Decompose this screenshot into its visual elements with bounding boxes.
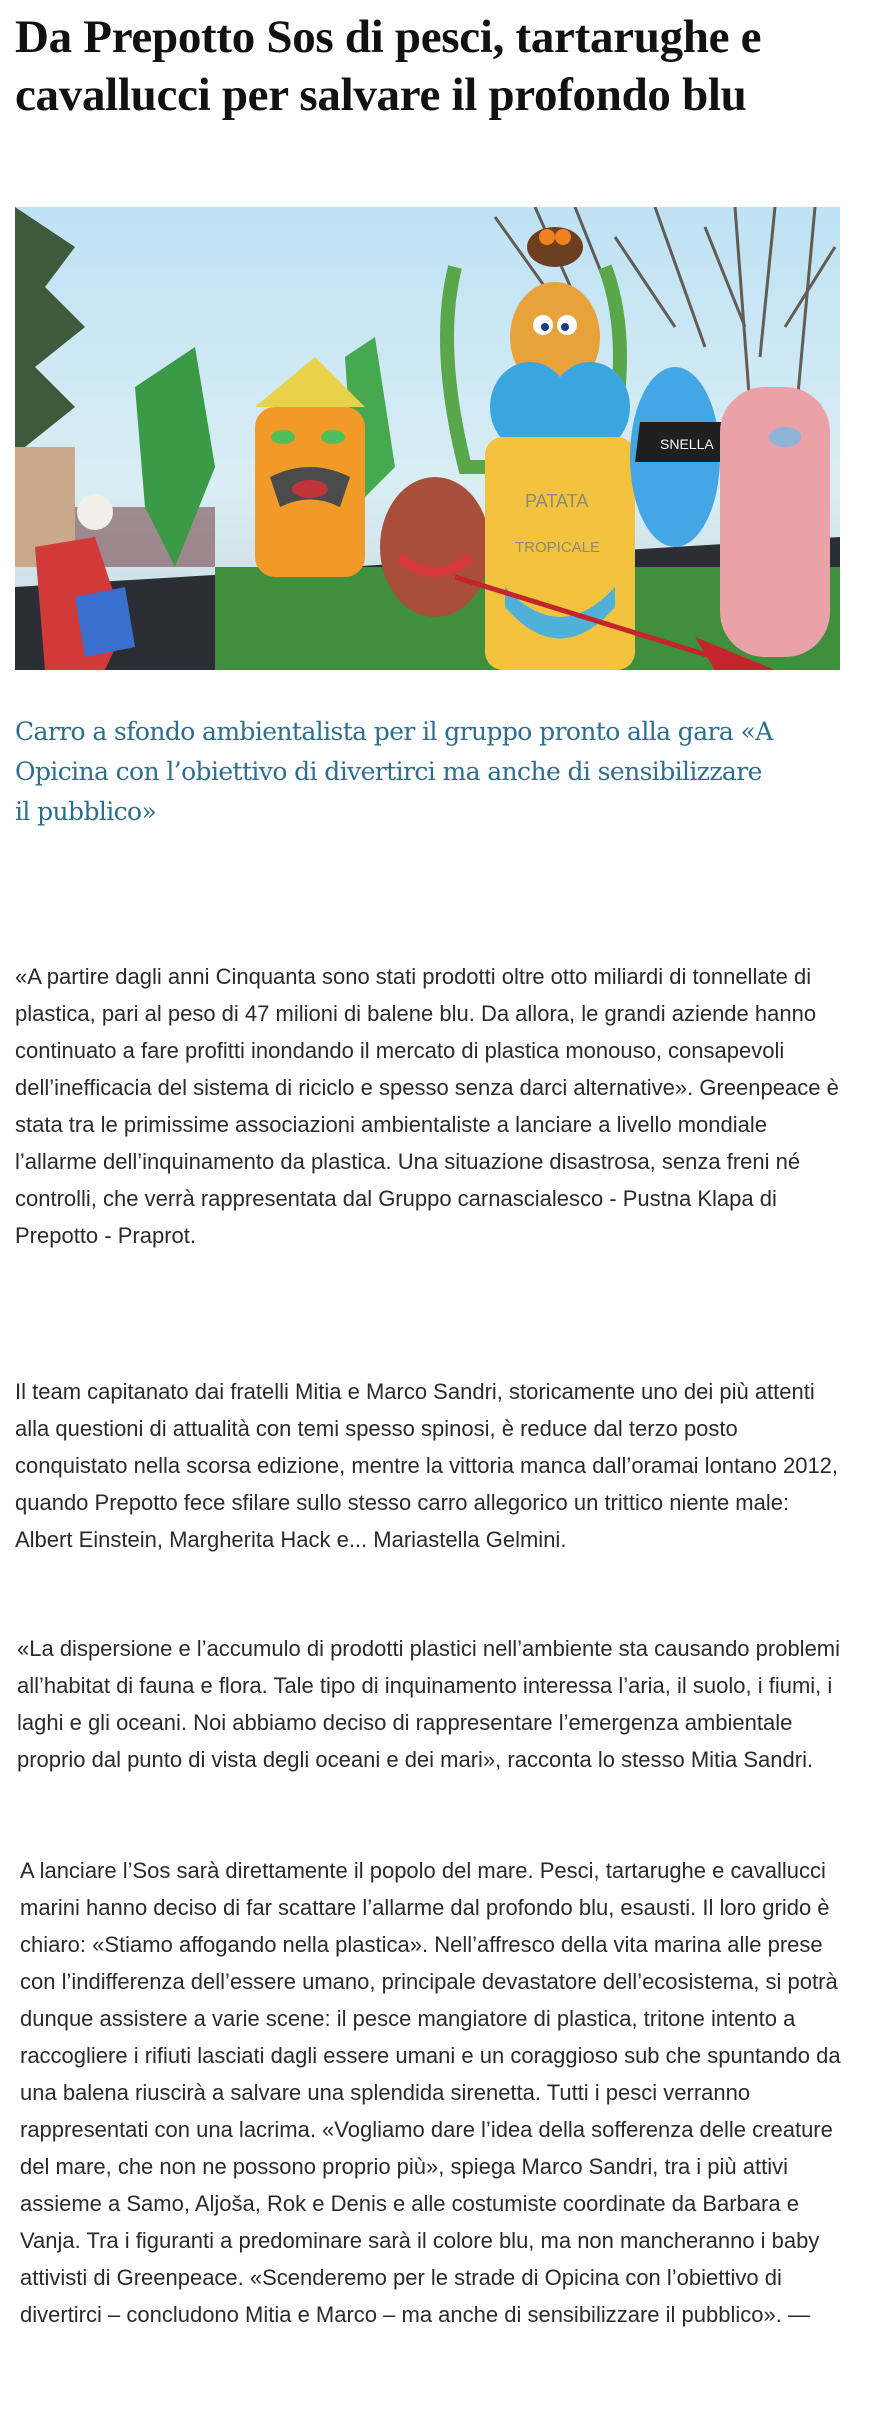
article-subtitle: Carro a sfondo ambientalista per il gruppo pronto alla gara «A Opicina con l’obiettivo di divertirci ma anche di sensibilizzare il pubblico» [15, 717, 773, 826]
svg-text:PATATA: PATATA [525, 491, 589, 511]
svg-text:SNELLA: SNELLA [660, 436, 714, 452]
hero-image [15, 207, 840, 670]
paragraph-3: «La dispersione e l’accumulo di prodotti plastici nell’ambiente sta causando problemi all’habitat di fauna e flora. Tale tipo di inquinamento interessa l’aria, il suolo, i fiumi, i laghi e gli oceani. Noi abbiamo deciso di rappresentare l’emergenza ambientale proprio dal punto di vista degli oceani e dei mari», racconta lo stesso Mitia Sandri. [17, 1636, 841, 1772]
paragraph-4: A lanciare l’Sos sarà direttamente il popolo del mare. Pesci, tartarughe e cavallucci marini hanno deciso di far scattare l’allarme dal profondo blu, esausti. Il loro grido è chiaro: «Stiamo affogando nella plastica». Nell’affresco della vita marina alle prese con l’indifferenza dell’essere umano, principale devastatore dell’ecosistema, si potrà dunque assistere a varie scene: il pesce mangiatore di plastica, tritone intento a raccogliere i rifiuti lasciati dagli essere umani e un coraggioso sub che spuntando da una balena riuscirà a salvare una splendida sirenetta. Tutti i pesci verranno rappresentati con una lacrima. «Vogliamo dare l’idea della sofferenza delle creature del mare, che non ne possono proprio più», spiega Marco Sandri, tra i più attivi assieme a Samo, Aljoša, Rok e Denis e alle costumiste coordinate da Barbara e Vanja. Tra i figuranti a predominare sarà il colore blu, ma non mancheranno i baby attivisti di Greenpeace. «Scenderemo per le strade di Opicina con l’obiettivo di divertirci – concludono Mitia e Marco – ma anche di sensibilizzare il pubblico». — [20, 1858, 841, 2327]
svg-text:TROPICALE: TROPICALE [515, 539, 601, 556]
headline: Da Prepotto Sos di pesci, tartarughe e cavallucci per salvare il profondo blu [15, 11, 762, 121]
carnival-float-photo [15, 207, 840, 670]
paragraph-2: Il team capitanato dai fratelli Mitia e Marco Sandri, storicamente uno dei più attenti alla questioni di attualità con temi spesso spinosi, è reduce dal terzo posto conquistato nella scorsa edizione, mentre la vittoria manca dall’oramai lontano 2012, quando Prepotto fece sfilare sullo stesso carro allegorico un trittico niente male: Albert Einstein, Margherita Hack e... Mariastella Gelmini. [15, 1379, 839, 1552]
paragraph-1: «A partire dagli anni Cinquanta sono stati prodotti oltre otto miliardi di tonnellate di plastica, pari al peso di 47 milioni di balene blu. Da allora, le grandi aziende hanno continuato a fare profitti inondando il mercato di plastica monouso, consapevoli dell’inefficacia del sistema di riciclo e spesso senza darci alternative». Greenpeace è stata tra le primissime associazioni ambientaliste a lanciare a livello mondiale l’allarme dell’inquinamento da plastica. Una situazione disastrosa, senza freni né controlli, che verrà rappresentata dal Gruppo carnascialesco - Pustna Klapa di Prepotto - Praprot. [15, 964, 839, 1248]
